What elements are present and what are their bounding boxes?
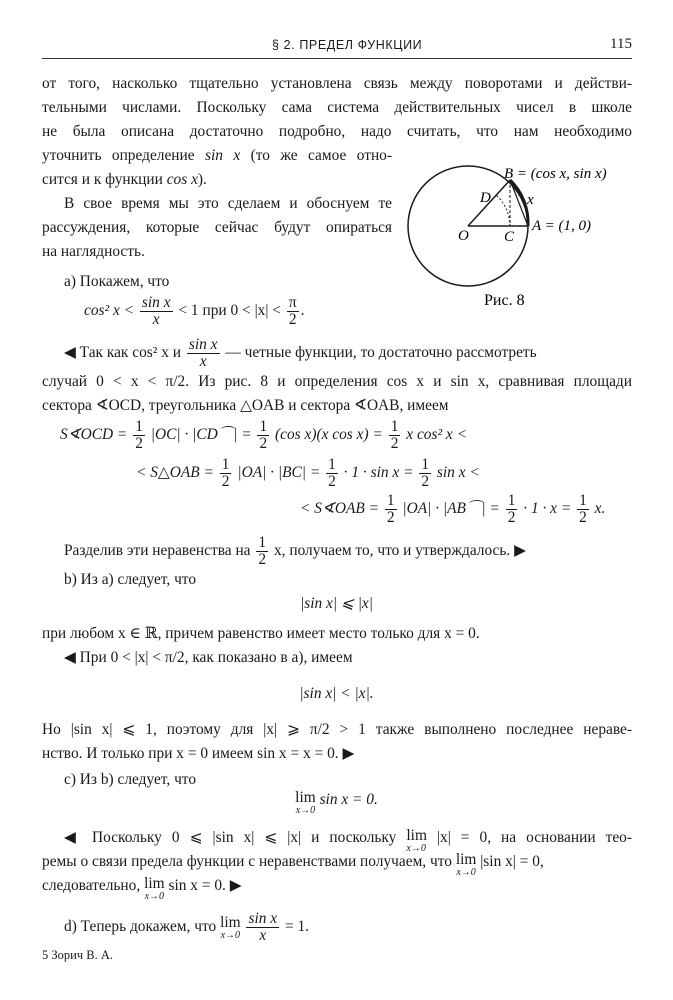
text-line: уточнить определение sin x (то же самое отно- — [42, 147, 392, 164]
running-header — [42, 38, 632, 56]
text-line: от того, насколько тщательно установлена связь между поворотами и действи- — [42, 75, 632, 92]
proof-a-line1: ◀ Так как cos² x и $\frac{\text{sin x}}{x}$ — четные функции, то достаточно рассмотреть — [64, 335, 537, 370]
area-equation-3: < S∢OAB = $\frac{1}{2}$ |OA| · |AB⌒| = $\frac{1}{2}$ · 1 · x = $\frac{1}{2}$ x. — [300, 491, 606, 526]
text-line: нство. И только при x = 0 имеем sin x = x = 0. ▶ — [42, 745, 355, 762]
text-line: следовательно, lim x→0 sin x = 0. ▶ — [42, 875, 242, 902]
inequality-b: |sin x| ⩽ |x| — [300, 595, 373, 612]
section-title: § 2. ПРЕДЕЛ ФУНКЦИИ — [272, 38, 423, 52]
figure-caption: Рис. 8 — [484, 292, 525, 308]
arc-cd — [496, 195, 510, 226]
area-equation-1: S∢OCD = $\frac{1}{2}$ |OC| · |CD⌒| = $\frac{1}{2}$ (cos x)(x cos x) = $\frac{1}{2}$ x cos² x < — [60, 417, 467, 452]
item-b-intro: b) Из а) следует, что — [64, 571, 197, 588]
text-line: случай 0 < x < π/2. Из рис. 8 и определения cos x и sin x, сравнивая площади — [42, 373, 632, 390]
item-a-intro: а) Покажем, что — [64, 273, 170, 290]
label-x: x — [527, 192, 534, 208]
text-line: на наглядность. — [42, 243, 145, 260]
area-equation-2: < S△OAB = $\frac{1}{2}$ |OA| · |BC| = $\frac{1}{2}$ · 1 · sin x = $\frac{1}{2}$ sin x < — [136, 455, 480, 490]
text-line: В свое время мы это сделаем и обоснуем те — [64, 195, 392, 212]
label-o: O — [458, 228, 469, 244]
page-number: 115 — [610, 36, 632, 52]
text-line: не была описана достаточно подробно, надо считать, что нам необходимо — [42, 123, 632, 140]
item-c-intro: с) Из b) следует, что — [64, 771, 197, 788]
text-line: ◀ При 0 < |x| < π/2, как показано в а), имеем — [64, 649, 353, 666]
text-line: ◀ Поскольку 0 ⩽ |sin x| ⩽ |x| и поскольку lim x→0 |x| = 0, на основании тео- — [64, 827, 632, 854]
figure-8 — [400, 158, 640, 308]
item-d-intro: d) Теперь докажем, что lim x→0 $\frac{\text{sin x}}{x}$ = 1. — [64, 909, 310, 944]
text-line: сектора ∢OCD, треугольника △OAB и сектора ∢OAB, имеем — [42, 397, 449, 414]
text-line: ремы о связи предела функции с неравенствами получаем, что lim x→0 |sin x| = 0, — [42, 851, 544, 878]
label-c: C — [504, 229, 515, 245]
conclusion-a: Разделив эти неравенства на $\frac{1}{2}$ x, получаем то, что и утверждалось. ▶ — [64, 533, 526, 568]
text-line: Но |sin x| ⩽ 1, поэтому для |x| ⩾ π/2 > 1 также выполнено последнее нераве- — [42, 721, 632, 738]
footer-signature: 5 Зорич В. А. — [42, 948, 113, 962]
header-rule — [42, 58, 632, 59]
inequality-a: cos² x < $\frac{\text{sin x}}{x}$ < 1 при 0 < |x| < $\frac{\pi}{2}$ . — [84, 293, 305, 328]
text-line: сится и к функции cos x). — [42, 171, 207, 188]
text-line: рассуждения, которые сейчас будут опираться — [42, 219, 392, 236]
limit-c: lim x→0 sin x = 0. — [295, 789, 378, 816]
text-line: при любом x ∈ ℝ, причем равенство имеет место только для x = 0. — [42, 625, 480, 642]
label-a: A = (1, 0) — [532, 218, 592, 234]
inequality-b2: |sin x| < |x|. — [299, 685, 374, 702]
label-b: B = (cos x, sin x) — [504, 166, 607, 182]
text-line: тельными числами. Поскольку сама система действительных чисел в школе — [42, 99, 632, 116]
label-d: D — [480, 190, 491, 206]
